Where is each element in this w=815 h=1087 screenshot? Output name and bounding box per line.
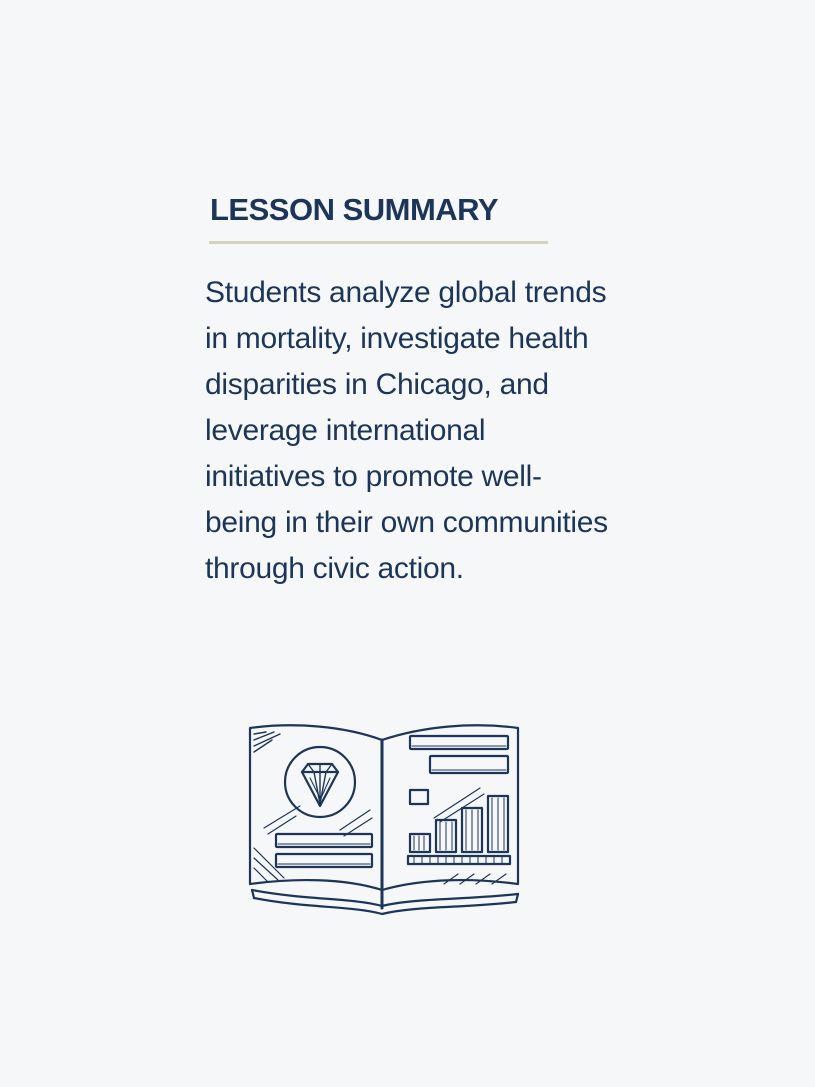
lesson-summary-heading: LESSON SUMMARY [210,192,499,227]
open-book-icon [244,718,524,918]
heading-divider [209,241,548,244]
lesson-summary-text: Students analyze global trends in mortality, investigate health disparities in Chicago, and leverage international initiatives to promote well-being in their own communities through civic action. [205,276,608,585]
